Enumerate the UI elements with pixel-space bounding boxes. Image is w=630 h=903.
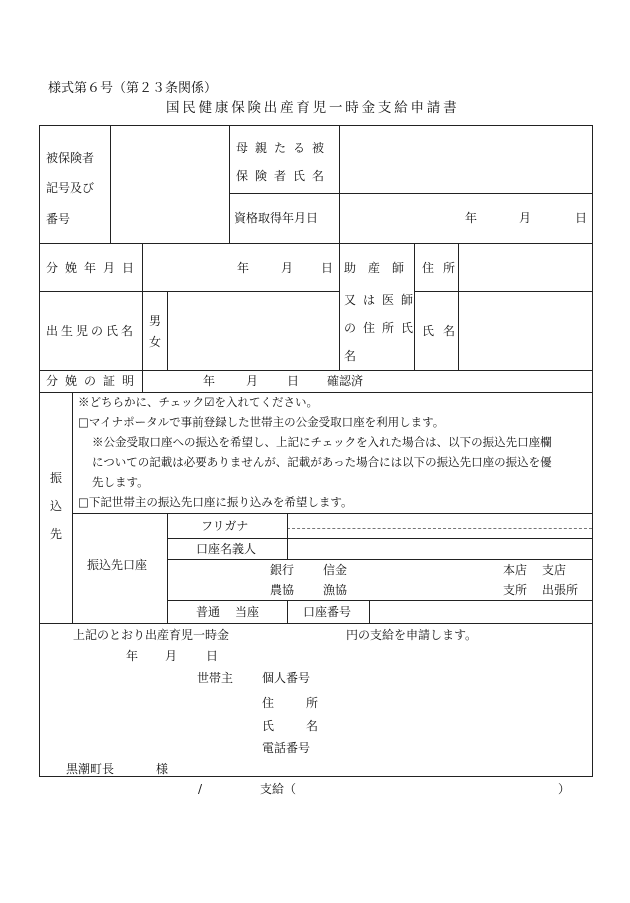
apply-year: 年 xyxy=(126,649,139,663)
apply-day: 日 xyxy=(206,649,219,663)
acquired-month: 月 xyxy=(519,211,532,225)
footer-slash: / xyxy=(198,782,203,796)
apply-month: 月 xyxy=(165,649,178,663)
birth-day: 日 xyxy=(321,261,334,275)
householder-label: 世帯主 xyxy=(197,671,234,685)
branch-type-honten[interactable]: 本店 xyxy=(503,563,528,577)
col-divider xyxy=(229,125,230,243)
midwife-label: 名 xyxy=(344,349,357,363)
certification-label: 分娩の証明 xyxy=(46,374,142,388)
bank-type-bank[interactable]: 銀行 xyxy=(270,563,295,577)
public-account-note: 先します。 xyxy=(92,475,149,489)
branch-type-shutchosho[interactable]: 出張所 xyxy=(542,583,579,597)
mother-name-label: 母親たる被 xyxy=(236,141,332,155)
account-number-label: 口座番号 xyxy=(303,605,352,619)
addressee: 黒潮町長 xyxy=(66,762,115,776)
holder-field[interactable] xyxy=(288,539,591,558)
householder-address-label: 所 xyxy=(306,696,319,710)
acquired-date-field[interactable] xyxy=(340,194,591,242)
midwife-name-label: 氏名 xyxy=(422,324,465,338)
cert-month: 月 xyxy=(246,374,259,388)
row-divider xyxy=(39,392,592,393)
acquired-day: 日 xyxy=(575,211,588,225)
row-divider xyxy=(39,370,592,371)
payment-close: ） xyxy=(558,782,571,796)
account-type-futsu[interactable]: 普通 xyxy=(196,605,221,619)
public-account-note: ※公金受取口座への振込を希望し、上記にチェックを入れた場合は、以下の振込先口座欄 xyxy=(92,435,552,449)
furigana-field[interactable] xyxy=(288,514,591,537)
midwife-label: 又は医師 xyxy=(344,293,421,307)
account-label: 振込先口座 xyxy=(87,558,148,572)
householder-name-label: 氏 xyxy=(262,719,275,733)
midwife-address-field[interactable] xyxy=(459,244,591,290)
child-name-label: 出生児の氏名 xyxy=(46,324,137,338)
statement-part2: 円の支給を申請します。 xyxy=(346,628,478,642)
householder-address-label: 住 xyxy=(262,696,275,710)
transfer-side-label: 先 xyxy=(50,527,63,541)
cert-day: 日 xyxy=(287,374,300,388)
acquired-year: 年 xyxy=(465,211,478,225)
female-option[interactable]: 女 xyxy=(149,335,162,349)
birth-date-field[interactable] xyxy=(143,244,338,290)
birth-month: 月 xyxy=(281,261,294,275)
cert-year: 年 xyxy=(203,374,216,388)
bank-name-field[interactable] xyxy=(168,560,268,599)
child-name-field[interactable] xyxy=(168,292,338,369)
transfer-side-label: 振 xyxy=(50,471,63,485)
phone-label: 電話番号 xyxy=(262,741,311,755)
branch-name-field[interactable] xyxy=(355,560,500,599)
check-instruction: ※どちらかに、チェック☑を入れてください。 xyxy=(78,395,318,409)
male-option[interactable]: 男 xyxy=(149,314,162,328)
branch-type-shisho[interactable]: 支所 xyxy=(503,583,528,597)
col-divider xyxy=(287,600,288,623)
bank-type-gyokyo[interactable]: 漁協 xyxy=(323,583,348,597)
transfer-side-label: 込 xyxy=(50,499,63,513)
addressee-honorific: 様 xyxy=(156,762,169,776)
furigana-label: フリガナ xyxy=(201,519,249,533)
birth-year: 年 xyxy=(237,261,250,275)
col-divider xyxy=(72,392,73,623)
insured-number-field[interactable] xyxy=(111,126,228,242)
midwife-label: 助 産 師 xyxy=(344,261,405,275)
amount-field[interactable] xyxy=(252,625,344,643)
account-type-toza[interactable]: 当座 xyxy=(235,605,260,619)
householder-name-label: 名 xyxy=(306,719,319,733)
midwife-address-label: 住所 xyxy=(422,261,465,275)
birth-date-label: 分娩年月日 xyxy=(46,261,142,275)
mother-name-label: 保険者氏名 xyxy=(236,169,332,183)
cert-confirmed: 確認済 xyxy=(327,374,364,388)
holder-label: 口座名義人 xyxy=(196,542,257,556)
form-title: 国民健康保険出産育児一時金支給申請書 xyxy=(166,100,460,116)
option-householder-account[interactable]: □下記世帯主の振込先口座に振り込みを希望します。 xyxy=(78,495,353,509)
branch-type-shiten[interactable]: 支店 xyxy=(542,563,567,577)
statement-part1: 上記のとおり出産育児一時金 xyxy=(73,628,230,642)
payment-label: 支給（ xyxy=(260,782,297,796)
midwife-label: の住所氏 xyxy=(344,321,421,335)
bank-type-nokyo[interactable]: 農協 xyxy=(270,583,295,597)
acquired-date-label: 資格取得年月日 xyxy=(234,211,319,225)
mother-name-field[interactable] xyxy=(340,126,591,192)
public-account-note: についての記載は必要ありませんが、記載があった場合には以下の振込先口座の振込を優 xyxy=(92,455,552,469)
midwife-name-field[interactable] xyxy=(459,292,591,369)
householder-info-field[interactable] xyxy=(330,668,585,756)
option-public-account[interactable]: □マイナポータルで事前登録した世帯主の公金受取口座を利用します。 xyxy=(78,415,445,429)
insured-label: 記号及び xyxy=(46,181,95,195)
form-number: 様式第６号（第２３条関係） xyxy=(48,81,218,96)
insured-label: 番号 xyxy=(46,212,71,226)
personal-number-label: 個人番号 xyxy=(262,671,311,685)
bank-type-shinkin[interactable]: 信金 xyxy=(323,563,348,577)
insured-label: 被保険者 xyxy=(46,151,95,165)
account-number-field[interactable] xyxy=(370,601,591,622)
row-divider xyxy=(39,623,592,624)
